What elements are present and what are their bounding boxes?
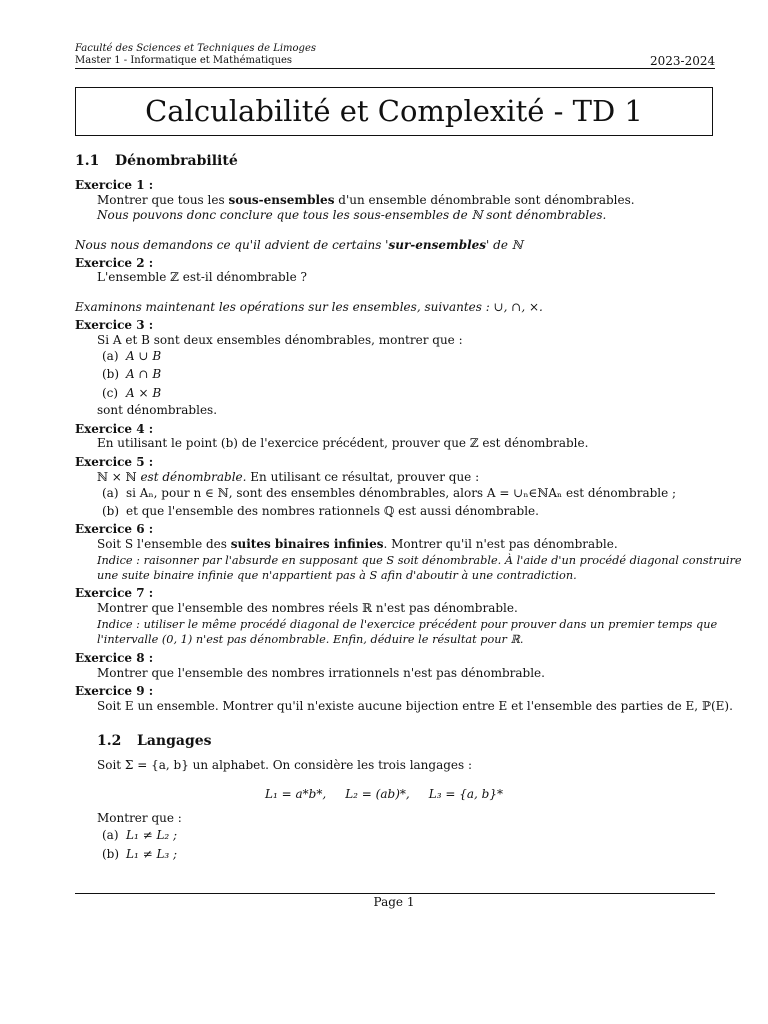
list-item xyxy=(102,504,539,518)
list-item xyxy=(102,386,161,400)
list-item xyxy=(102,847,177,861)
exercise-1-label: Exercice 1 : xyxy=(75,178,154,192)
list-item xyxy=(102,486,676,500)
page-title: Calculabilité et Complexité - TD 1 xyxy=(145,94,643,128)
item-label: (a) xyxy=(102,486,119,500)
section-title: Langages xyxy=(137,733,212,749)
exercise-9-text: Soit E un ensemble. Montrer qu'il n'existe aucune bijection entre E et l'ensemble des parties de E, ℙ(E). xyxy=(97,699,733,713)
exercise-6-text xyxy=(97,537,618,551)
exercise-1-conclusion: Nous pouvons donc conclure que tous les sous-ensembles de ℕ sont dénombrables. xyxy=(97,208,607,222)
item-text: si Aₙ, pour n ∈ ℕ, sont des ensembles dénombrables, alors A = ∪ₙ∈ℕAₙ est dénombrable ; xyxy=(126,486,677,500)
list-item xyxy=(102,349,161,363)
exercise-5-label: Exercice 5 : xyxy=(75,455,154,469)
exercise-2-text: L'ensemble ℤ est-il dénombrable ? xyxy=(97,270,307,284)
item-label: (a) xyxy=(102,828,119,842)
intro-sur-ensembles xyxy=(75,238,523,252)
exercise-7-text: Montrer que l'ensemble des nombres réels ℝ n'est pas dénombrable. xyxy=(97,601,518,615)
exercise-3-text: Si A et B sont deux ensembles dénombrables, montrer que : xyxy=(97,333,463,347)
header-year: 2023-2024 xyxy=(650,54,716,68)
section-number: 1.1 xyxy=(75,153,100,169)
item-text: L₁ ≠ L₃ ; xyxy=(126,847,178,861)
bold-term: suites binaires infinies xyxy=(230,537,384,551)
exercise-1-text xyxy=(97,193,635,207)
text-part: Nous nous demandons ce qu'il advient de certains ' xyxy=(75,238,389,252)
exercise-4-text: En utilisant le point (b) de l'exercice précédent, prouver que ℤ est dénombrable. xyxy=(97,436,589,450)
item-label: (b) xyxy=(102,504,120,518)
text-part: Soit S l'ensemble des xyxy=(97,537,231,551)
item-label: (c) xyxy=(102,386,119,400)
exercise-2-label: Exercice 2 : xyxy=(75,256,154,270)
item-text: L₁ ≠ L₂ ; xyxy=(126,828,178,842)
item-label: (b) xyxy=(102,847,120,861)
italic-term: est dénombrable. xyxy=(140,470,247,484)
footer-rule xyxy=(75,893,715,894)
exercise-9-label: Exercice 9 : xyxy=(75,684,154,698)
text-part: ' de ℕ xyxy=(486,238,523,252)
langages-equation: L₁ = a*b*, L₂ = (ab)*, L₃ = {a, b}* xyxy=(265,787,503,801)
item-text: A ∪ B xyxy=(126,349,162,363)
item-text: A ∩ B xyxy=(126,367,162,381)
header-program: Master 1 - Informatique et Mathématiques xyxy=(75,55,293,66)
header-institution: Faculté des Sciences et Techniques de Limoges xyxy=(75,43,317,54)
exercise-7-hint-line2: l'intervalle (0, 1) n'est pas dénombrable. Enfin, déduire le résultat pour ℝ. xyxy=(97,633,524,646)
item-label: (b) xyxy=(102,367,120,381)
section-heading-2 xyxy=(97,733,212,749)
item-text: A × B xyxy=(126,386,162,400)
list-item xyxy=(102,828,177,842)
text-part: En utilisant ce résultat, prouver que : xyxy=(246,470,480,484)
title-box xyxy=(75,87,713,136)
bold-term: sous-ensembles xyxy=(228,193,335,207)
text-part: ℕ × ℕ xyxy=(97,470,141,484)
header-rule xyxy=(75,68,715,69)
langages-show: Montrer que : xyxy=(97,811,182,825)
exercise-7-hint-line1: Indice : utiliser le même procédé diagonal de l'exercice précédent pour prouver dans un premier temps que xyxy=(97,618,718,631)
text-part: d'un ensemble dénombrable sont dénombrables. xyxy=(334,193,635,207)
exercise-5-text xyxy=(97,470,479,484)
item-label: (a) xyxy=(102,349,119,363)
exercise-8-text: Montrer que l'ensemble des nombres irrationnels n'est pas dénombrable. xyxy=(97,666,545,680)
exercise-3-end: sont dénombrables. xyxy=(97,403,218,417)
exercise-7-label: Exercice 7 : xyxy=(75,586,154,600)
text-part: . Montrer qu'il n'est pas dénombrable. xyxy=(383,537,618,551)
exercise-6-label: Exercice 6 : xyxy=(75,522,154,536)
section-heading-1 xyxy=(75,153,238,169)
exercise-8-label: Exercice 8 : xyxy=(75,651,154,665)
intro-operations: Examinons maintenant les opérations sur les ensembles, suivantes : ∪, ∩, ×. xyxy=(75,300,543,314)
list-item xyxy=(102,367,161,381)
section-title: Dénombrabilité xyxy=(115,153,238,169)
exercise-4-label: Exercice 4 : xyxy=(75,422,154,436)
section-number: 1.2 xyxy=(97,733,122,749)
exercise-6-hint-line1: Indice : raisonner par l'absurde en supposant que S soit dénombrable. À l'aide d'un procédé diagonal construire xyxy=(97,554,742,567)
exercise-3-label: Exercice 3 : xyxy=(75,318,154,332)
item-text: et que l'ensemble des nombres rationnels ℚ est aussi dénombrable. xyxy=(126,504,539,518)
langages-intro: Soit Σ = {a, b} un alphabet. On considère les trois langages : xyxy=(97,758,473,772)
page-number: Page 1 xyxy=(373,895,415,909)
bold-term: sur-ensembles xyxy=(388,238,487,252)
text-part: Montrer que tous les xyxy=(97,193,229,207)
exercise-6-hint-line2: une suite binaire infinie que n'appartient pas à S afin d'aboutir à une contradiction. xyxy=(97,569,577,582)
